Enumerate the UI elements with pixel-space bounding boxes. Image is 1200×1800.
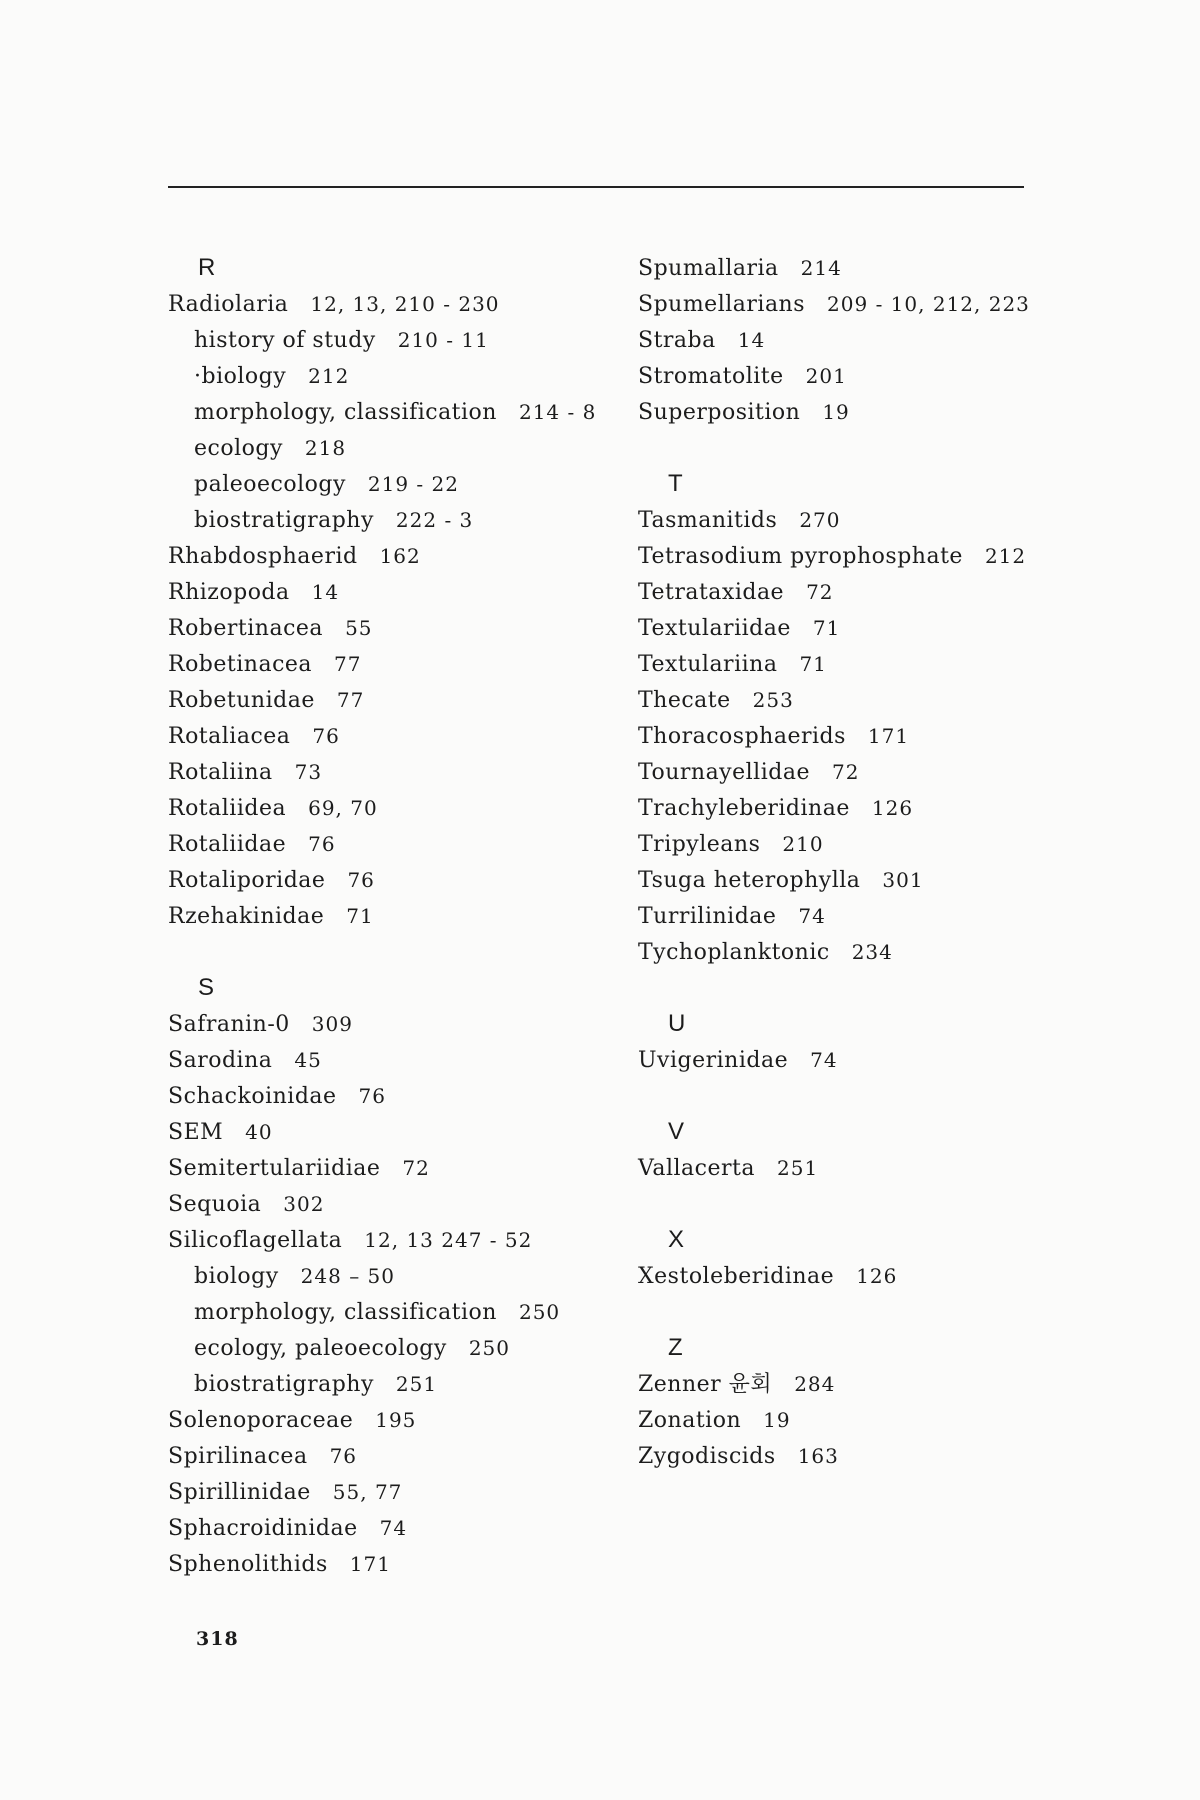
entry-page-refs: 214 - 8 (518, 400, 597, 424)
entry-page-refs: 250 (468, 1336, 511, 1360)
entry-term: Spumellarians (638, 292, 806, 317)
entry-page-refs: 73 (294, 760, 323, 784)
index-entry (638, 898, 1058, 934)
index-entry (638, 538, 1058, 574)
index-entry (168, 898, 608, 934)
entry-page-refs: 284 (794, 1372, 836, 1396)
entry-page-refs: 71 (799, 652, 827, 676)
entry-term: Sphacroidinidae (168, 1516, 358, 1541)
entry-term: Thoracosphaerids (638, 724, 846, 749)
section-letter-heading: Z (668, 1334, 683, 1361)
index-entry (638, 754, 1058, 790)
index-entry (638, 718, 1058, 754)
index-subentry (168, 1258, 608, 1294)
entry-page-refs: 76 (329, 1444, 358, 1468)
entry-term: Rotaliidea (168, 796, 287, 821)
entry-term: Sequoia (168, 1192, 262, 1217)
entry-page-refs: 219 - 22 (367, 472, 459, 496)
entry-term: biostratigraphy (194, 508, 374, 533)
entry-page-refs: 171 (867, 724, 910, 748)
entry-page-refs: 270 (799, 508, 841, 532)
entry-page-refs: 72 (402, 1156, 430, 1180)
entry-term: Rhizopoda (168, 580, 290, 605)
entry-term: Robertinacea (168, 616, 324, 641)
index-entry (168, 1114, 608, 1150)
entry-term: Schackoinidae (168, 1084, 337, 1109)
index-entry (168, 1078, 608, 1114)
index-subentry (168, 358, 608, 394)
entry-term: Rzehakinidae (168, 904, 325, 929)
entry-term: Spumallaria (638, 256, 779, 281)
section-letter-heading: S (198, 974, 215, 1001)
entry-page-refs: 253 (752, 688, 794, 712)
entry-page-refs: 126 (871, 796, 914, 820)
entry-term: Stromatolite (638, 364, 784, 389)
entry-page-refs: 71 (812, 616, 841, 640)
entry-page-refs: 234 (851, 940, 893, 964)
entry-term: morphology, classification (194, 400, 497, 425)
entry-page-refs: 195 (375, 1408, 417, 1432)
index-entry (638, 322, 1058, 358)
index-column-left (168, 250, 608, 1582)
entry-page-refs: 212 (308, 364, 350, 388)
entry-term: Tasmanitids (638, 508, 778, 533)
index-entry (168, 1510, 608, 1546)
entry-term: Zonation (638, 1408, 742, 1433)
entry-term: Textulariina (638, 652, 778, 677)
entry-term: Radiolaria (168, 292, 289, 317)
entry-term: biostratigraphy (194, 1372, 374, 1397)
index-entry (168, 286, 608, 322)
index-entry (638, 358, 1058, 394)
index-entry (168, 1150, 608, 1186)
index-subentry (168, 1330, 608, 1366)
index-entry (638, 826, 1058, 862)
index-entry (638, 1042, 1058, 1078)
entry-term: Thecate (638, 688, 731, 713)
section-spacer (638, 1294, 1058, 1330)
entry-term: Uvigerinidae (638, 1048, 789, 1073)
entry-page-refs: 14 (737, 328, 766, 352)
entry-page-refs: 222 - 3 (395, 508, 474, 532)
index-entry (168, 790, 608, 826)
entry-page-refs: 74 (379, 1516, 408, 1540)
index-entry (638, 1402, 1058, 1438)
section-spacer (638, 970, 1058, 1006)
entry-term: Rotaliidae (168, 832, 287, 857)
entry-page-refs: 210 (782, 832, 824, 856)
entry-page-refs: 55, 77 (332, 1480, 403, 1504)
entry-page-refs: 212 (984, 544, 1027, 568)
entry-page-refs: 72 (831, 760, 860, 784)
index-entry (168, 1042, 608, 1078)
entry-term: Superposition (638, 400, 801, 425)
index-entry (168, 754, 608, 790)
section-letter-heading: R (198, 254, 216, 281)
entry-page-refs: 163 (797, 1444, 839, 1468)
index-entry (638, 790, 1058, 826)
index-entry (168, 574, 608, 610)
entry-term: Xestoleberidinae (638, 1264, 835, 1289)
entry-term: Zenner 윤회 (638, 1372, 773, 1397)
index-entry (168, 646, 608, 682)
entry-page-refs: 248 – 50 (300, 1264, 396, 1288)
index-column-right (638, 250, 1058, 1474)
entry-page-refs: 251 (777, 1156, 819, 1180)
index-entry (638, 502, 1058, 538)
index-entry (638, 250, 1058, 286)
entry-page-refs: 74 (798, 904, 826, 928)
entry-page-refs: 71 (346, 904, 374, 928)
entry-term: ecology (194, 436, 283, 461)
entry-term: Zygodiscids (638, 1444, 776, 1469)
index-subentry (168, 1294, 608, 1330)
entry-term: Tetrataxidae (638, 580, 785, 605)
section-letter-heading: T (668, 470, 683, 497)
index-entry (168, 1402, 608, 1438)
entry-term: biology (194, 1264, 279, 1289)
entry-page-refs: 14 (311, 580, 340, 604)
entry-page-refs: 171 (349, 1552, 391, 1576)
entry-term: Rotaliporidae (168, 868, 326, 893)
index-entry (638, 1438, 1058, 1474)
section-letter-heading: V (668, 1118, 685, 1145)
entry-term: paleoecology (194, 472, 346, 497)
entry-term: Silicoflagellata (168, 1228, 343, 1253)
index-entry (168, 862, 608, 898)
entry-page-refs: 12, 13 247 - 52 (364, 1228, 533, 1252)
index-subentry (168, 1366, 608, 1402)
entry-term: Tetrasodium pyrophosphate (638, 544, 963, 569)
entry-term: Tsuga heterophylla (638, 868, 861, 893)
entry-page-refs: 77 (334, 652, 362, 676)
index-subentry (168, 322, 608, 358)
index-entry (638, 286, 1058, 322)
index-entry (168, 1546, 608, 1582)
entry-term: Rotaliacea (168, 724, 291, 749)
entry-page-refs: 12, 13, 210 - 230 (310, 292, 500, 316)
section-spacer (638, 1186, 1058, 1222)
index-entry (638, 934, 1058, 970)
index-subentry (168, 502, 608, 538)
entry-term: Semitertulariidiae (168, 1156, 381, 1181)
entry-term: Textulariidae (638, 616, 791, 641)
index-entry (638, 1366, 1058, 1402)
index-entry (638, 394, 1058, 430)
section-spacer (638, 1078, 1058, 1114)
entry-term: ecology, paleoecology (194, 1336, 447, 1361)
entry-term: Spirilinacea (168, 1444, 308, 1469)
index-entry (638, 1258, 1058, 1294)
index-entry (168, 682, 608, 718)
entry-term: Tripyleans (638, 832, 761, 857)
entry-page-refs: 201 (805, 364, 847, 388)
entry-page-refs: 301 (882, 868, 924, 892)
entry-term: Straba (638, 328, 716, 353)
entry-term: Sphenolithids (168, 1552, 328, 1577)
entry-page-refs: 76 (347, 868, 375, 892)
index-entry (638, 646, 1058, 682)
index-entry (168, 1474, 608, 1510)
entry-term: Vallacerta (638, 1156, 755, 1181)
entry-page-refs: 69, 70 (308, 796, 378, 820)
entry-term: Solenoporaceae (168, 1408, 354, 1433)
entry-page-refs: 209 - 10, 212, 223 (827, 292, 1030, 316)
entry-term: Spirillinidae (168, 1480, 311, 1505)
entry-term: Safranin-0 (168, 1012, 290, 1037)
entry-term: ·biology (194, 364, 287, 389)
entry-page-refs: 19 (763, 1408, 791, 1432)
index-entry (168, 610, 608, 646)
index-entry (168, 718, 608, 754)
entry-term: Turrilinidae (638, 904, 777, 929)
index-entry (638, 574, 1058, 610)
entry-term: morphology, classification (194, 1300, 497, 1325)
entry-term: Sarodina (168, 1048, 273, 1073)
index-entry (638, 862, 1058, 898)
entry-page-refs: 19 (822, 400, 850, 424)
entry-page-refs: 214 (800, 256, 842, 280)
entry-page-refs: 40 (245, 1120, 273, 1144)
entry-page-refs: 74 (810, 1048, 838, 1072)
entry-page-refs: 76 (308, 832, 336, 856)
entry-term: Rotaliina (168, 760, 273, 785)
index-subentry (168, 394, 608, 430)
section-letter-heading: X (668, 1226, 685, 1253)
entry-page-refs: 76 (312, 724, 340, 748)
entry-term: Tournayellidae (638, 760, 810, 785)
index-subentry (168, 430, 608, 466)
entry-term: Rhabdosphaerid (168, 544, 358, 569)
index-entry (168, 1438, 608, 1474)
entry-page-refs: 72 (806, 580, 834, 604)
entry-page-refs: 126 (856, 1264, 898, 1288)
entry-page-refs: 77 (336, 688, 365, 712)
entry-page-refs: 55 (345, 616, 373, 640)
index-entry (168, 1222, 608, 1258)
entry-page-refs: 210 - 11 (397, 328, 489, 352)
index-entry (638, 1150, 1058, 1186)
entry-page-refs: 218 (304, 436, 347, 460)
section-spacer (168, 934, 608, 970)
entry-page-refs: 162 (379, 544, 421, 568)
index-subentry (168, 466, 608, 502)
entry-page-refs: 302 (283, 1192, 325, 1216)
index-entry (638, 610, 1058, 646)
entry-term: Robetinacea (168, 652, 313, 677)
entry-term: Robetunidae (168, 688, 315, 713)
entry-term: SEM (168, 1120, 224, 1145)
index-entry (168, 538, 608, 574)
entry-term: history of study (194, 328, 376, 353)
entry-term: Trachyleberidinae (638, 796, 850, 821)
index-entry (168, 826, 608, 862)
section-spacer (638, 430, 1058, 466)
entry-page-refs: 309 (311, 1012, 353, 1036)
entry-page-refs: 250 (518, 1300, 561, 1324)
index-entry (168, 1186, 608, 1222)
top-rule (168, 186, 1024, 188)
index-entry (638, 682, 1058, 718)
entry-page-refs: 251 (395, 1372, 438, 1396)
entry-page-refs: 45 (294, 1048, 322, 1072)
index-entry (168, 1006, 608, 1042)
page-number: 318 (196, 1628, 239, 1650)
entry-term: Tychoplanktonic (638, 940, 830, 965)
entry-page-refs: 76 (358, 1084, 386, 1108)
section-letter-heading: U (668, 1010, 686, 1037)
